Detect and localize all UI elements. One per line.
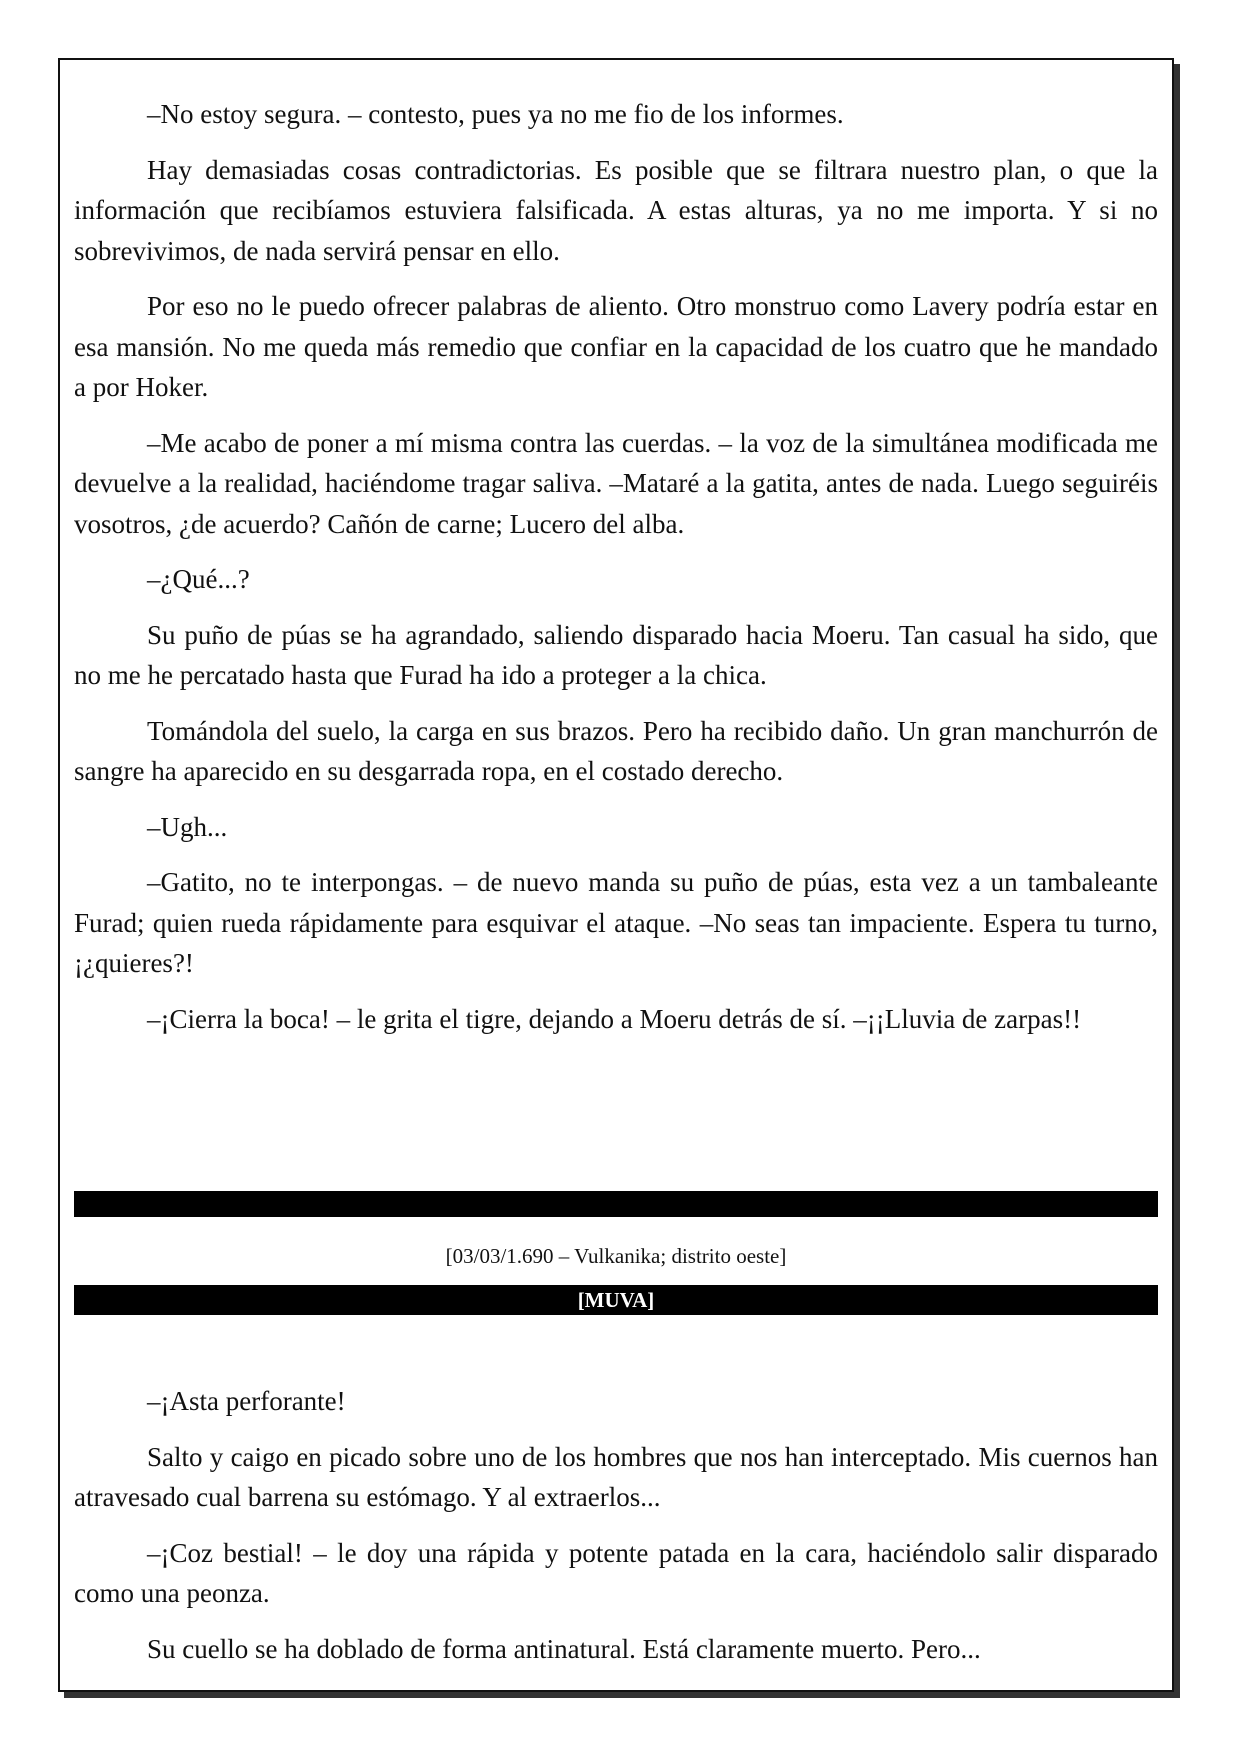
paragraph: Su cuello se ha doblado de forma antinatural. Está claramente muerto. Pero... <box>147 1633 981 1664</box>
paragraph: Tomándola del suelo, la carga en sus brazos. Pero ha recibido daño. Un gran manchurrón de sangre ha aparecido en su desgarrada ropa, en el costado derecho. <box>74 715 1158 786</box>
text-section-top <box>74 94 1158 1054</box>
paragraph: –Me acabo de poner a mí misma contra las cuerdas. – la voz de la simultánea modificada me devuelve a la realidad, haciéndome tragar saliva. –Mataré a la gatita, antes de nada. Luego seguiréis vosotros, ¿de acuerdo? Cañón de carne; Lucero del alba. <box>74 427 1158 539</box>
page-frame <box>58 58 1174 1692</box>
scene-divider-bar <box>74 1191 1158 1217</box>
scene-dateline: [03/03/1.690 – Vulkanika; distrito oeste] <box>445 1244 787 1268</box>
text-section-bottom <box>74 1381 1158 1684</box>
paragraph: Su puño de púas se ha agrandado, saliendo disparado hacia Moeru. Tan casual ha sido, que no me he percatado hasta que Furad ha ido a proteger a la chica. <box>74 619 1158 690</box>
paragraph: –No estoy segura. – contesto, pues ya no me fio de los informes. <box>147 99 844 129</box>
paragraph: Por eso no le puedo ofrecer palabras de aliento. Otro monstruo como Lavery podría estar en esa mansión. No me queda más remedio que confiar en la capacidad de los cuatro que he mandado a por Hoker. <box>74 291 1158 402</box>
paragraph: –¿Qué...? <box>147 564 250 594</box>
paragraph: –Ugh... <box>147 811 228 842</box>
paragraph: –Gatito, no te interpongas. – de nuevo manda su puño de púas, esta vez a un tambaleante Furad; quien rueda rápidamente para esquivar el ataque. –No seas tan impaciente. Espera tu turno, ¡¿quieres?! <box>74 867 1158 978</box>
pov-label-bar: [MUVA] <box>74 1285 1158 1315</box>
paragraph: –¡Asta perforante! <box>147 1386 346 1416</box>
paragraph: –¡Cierra la boca! – le grita el tigre, dejando a Moeru detrás de sí. –¡¡Lluvia de zarpas!! <box>147 1003 1082 1034</box>
paragraph: –¡Coz bestial! – le doy una rápida y potente patada en la cara, haciéndolo salir disparado como una peonza. <box>74 1537 1158 1608</box>
paragraph: Hay demasiadas cosas contradictorias. Es posible que se filtrara nuestro plan, o que la información que recibíamos estuviera falsificada. A estas alturas, ya no me importa. Y si no sobrevivimos, de nada servirá pensar en ello. <box>74 154 1158 266</box>
page-content <box>74 74 1158 1676</box>
paragraph: Salto y caigo en picado sobre uno de los hombres que nos han interceptado. Mis cuernos han atravesado cual barrena su estómago. Y al extraerlos... <box>74 1441 1158 1512</box>
